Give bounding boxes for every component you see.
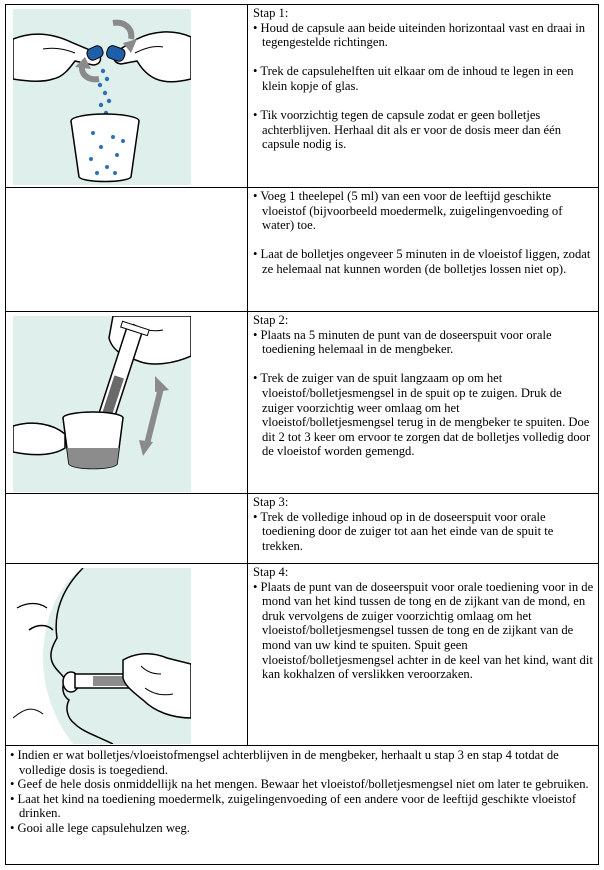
glass-body <box>71 121 139 182</box>
oral-administration-illustration <box>13 568 191 744</box>
cup-liquid <box>67 448 119 469</box>
step-paragraph: • Laat de bolletjes ongeveer 5 minuten in de vloeistof liggen, zodat ze helemaal nat kunnen worden (de bolletjes lossen niet op). <box>253 247 591 276</box>
illustration-cell-5 <box>6 564 248 746</box>
step-paragraph: • Trek de capsulehelften uit elkaar om de inhoud te legen in een klein kopje of glas. <box>253 64 574 93</box>
instructions-table <box>5 4 599 865</box>
final-note: • Geef de hele dosis onmiddellijk na het mengen. Bewaar het vloeistof/bolletjesmengsel niet om later te gebruiken. <box>10 777 589 792</box>
step-text-cell-1 <box>248 5 599 188</box>
step-text-cell-3 <box>248 312 599 494</box>
step-paragraph: • Tik voorzichtig tegen de capsule zodat er geen bolletjes achterblijven. Herhaal dit als er voor de dosis meer dan één capsule nodig is. <box>253 108 561 152</box>
syringe-mixing-illustration <box>13 316 191 492</box>
step-paragraph: • Houd de capsule aan beide uiteinden horizontaal vast en draai in tegengestelde richtingen. <box>253 20 586 50</box>
step-paragraph: • Trek de zuiger van de spuit langzaam op om het vloeistof/bolletjesmengsel in de spuit op te zuigen. Druk de zuiger voorzichtig weer omlaag om het vloeistof/bolletjesmengsel terug in de mengbeker te spuiten. Doe dit 2 tot 3 keer om ervoor te zorgen dat de bolletjes volledig door de vloeistof worden gemengd. <box>253 371 591 459</box>
final-notes-cell <box>6 746 599 865</box>
illustration-cell-2 <box>6 188 248 312</box>
step-text-cell-4 <box>248 494 599 564</box>
final-note: • Indien er wat bolletjes/vloeistofmengsel achterblijven in de mengbeker, herhaalt u stap 3 en stap 4 totdat de volledige dosis is toegediend. <box>10 748 559 777</box>
illustration-cell-1 <box>6 5 248 188</box>
step-row-2 <box>6 188 599 312</box>
step-header: Stap 2: <box>253 313 289 327</box>
step-header: Stap 3: <box>253 495 289 509</box>
step-header: Stap 4: <box>253 565 289 579</box>
illustration-cell-4 <box>6 494 248 564</box>
step-paragraph: • Trek de volledige inhoud op in de doseerspuit voor orale toediening door de zuiger tot aan het einde van de spuit te trekken. <box>253 509 554 553</box>
step-row-1 <box>6 5 599 188</box>
final-note: • Gooi alle lege capsulehulzen weg. <box>10 820 190 835</box>
step-paragraph: • Voeg 1 theelepel (5 ml) van een voor de leeftijd geschikte vloeistof (bijvoorbeeld moedermelk, zuigelingenvoeding of water) toe. <box>253 189 563 233</box>
final-notes-row <box>6 746 599 865</box>
final-note: • Laat het kind na toediening moedermelk, zuigelingenvoeding of een andere voor de leeftijd geschikte vloeistof drinken. <box>10 791 577 821</box>
step-row-5 <box>6 564 599 746</box>
open-capsule-illustration <box>13 9 191 185</box>
step-header: Stap 1: <box>253 6 289 20</box>
illustration-cell-3 <box>6 312 248 494</box>
step-paragraph: • Plaats de punt van de doseerspuit voor orale toediening voor in de mond van het kind tussen de tong en de zijkant van de mond, en druk vervolgens de zuiger voorzichtig omlaag om het vloeistof/bolletjesmengsel tussen de tong en de zijkant van de mond van uw kind te spuiten. Spuit geen vloeistof/bolletjesmengsel achter in de keel van het kind, want dit kan kokhalzen of verslikken veroorzaken. <box>253 579 594 682</box>
step-paragraph: • Plaats na 5 minuten de punt van de doseerspuit voor orale toediening helemaal in de mengbeker. <box>253 327 552 357</box>
step-row-4 <box>6 494 599 564</box>
step-row-3 <box>6 312 599 494</box>
step-text-cell-2 <box>248 188 599 312</box>
step-text-cell-5 <box>248 564 599 746</box>
